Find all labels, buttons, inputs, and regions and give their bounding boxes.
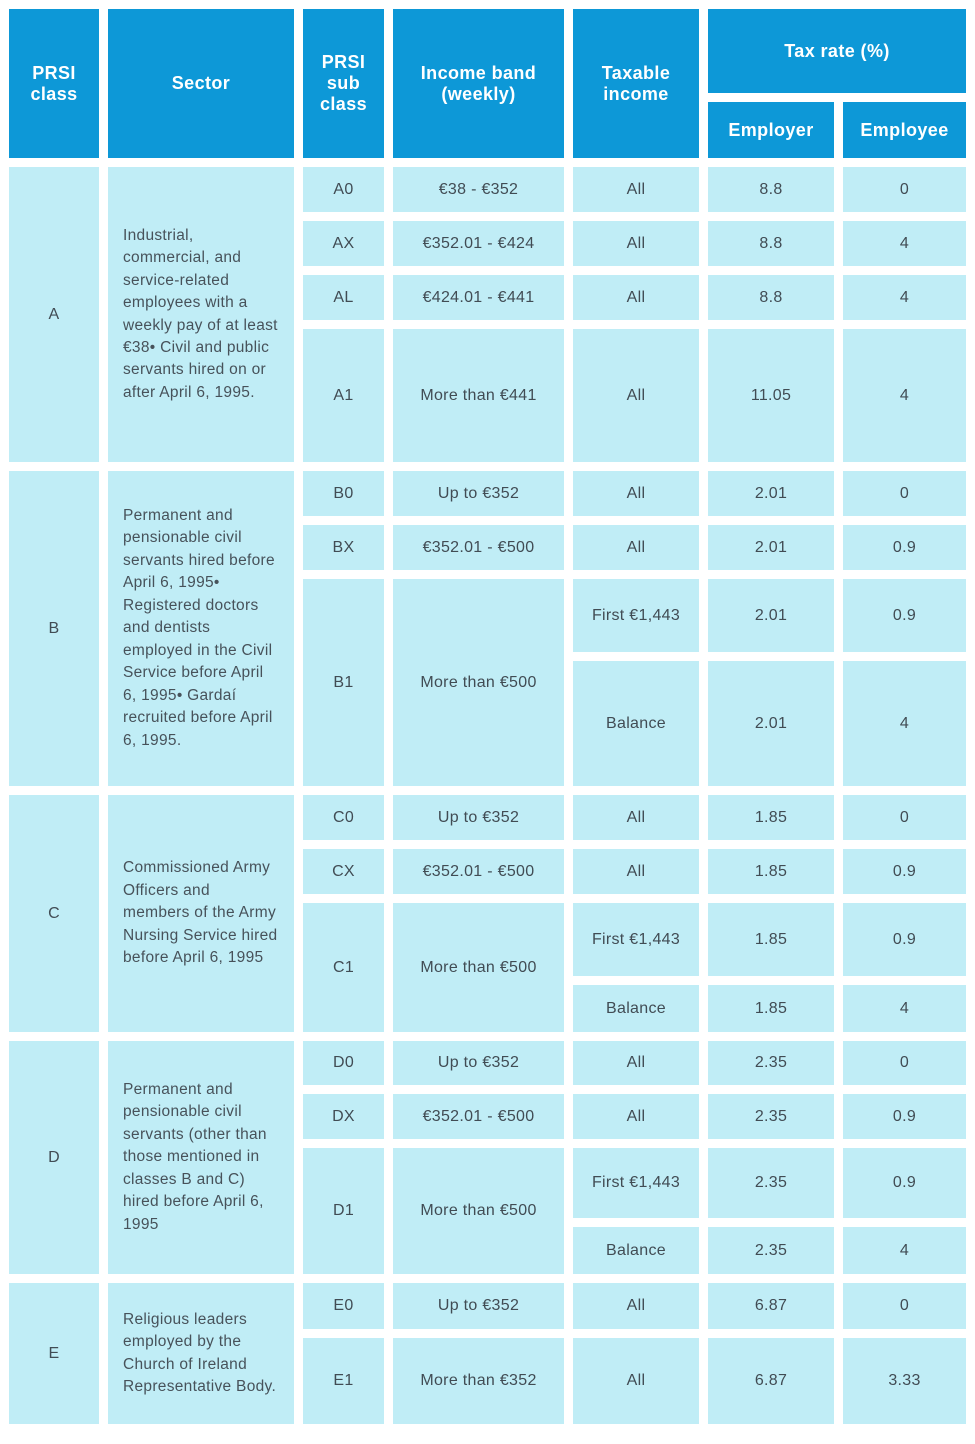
employer-rate-d1-first: 2.35 bbox=[708, 1148, 834, 1218]
employer-rate-c0: 1.85 bbox=[708, 795, 834, 840]
employer-rate-c1-balance: 1.85 bbox=[708, 985, 834, 1032]
employee-rate-b1-balance: 4 bbox=[843, 661, 966, 786]
class-cell-d: D bbox=[9, 1041, 99, 1274]
employer-rate-bx: 2.01 bbox=[708, 525, 834, 570]
employee-rate-c0: 0 bbox=[843, 795, 966, 840]
employee-rate-bx: 0.9 bbox=[843, 525, 966, 570]
employee-rate-d0: 0 bbox=[843, 1041, 966, 1085]
subclass-cell-c1: C1 bbox=[303, 903, 384, 1032]
sector-cell-a: Industrial, commercial, and service-related employees with a weekly pay of at least €38• Civil and public servants hired on or after April 6, 1995. bbox=[108, 167, 294, 462]
subclass-cell-c0: C0 bbox=[303, 795, 384, 840]
col-header-taxable-income: Taxable income bbox=[573, 9, 699, 158]
taxable-cell-c1-balance: Balance bbox=[573, 985, 699, 1032]
employer-rate-d1-balance: 2.35 bbox=[708, 1227, 834, 1274]
taxable-cell-b0: All bbox=[573, 471, 699, 516]
taxable-cell-al: All bbox=[573, 275, 699, 320]
employer-rate-al: 8.8 bbox=[708, 275, 834, 320]
taxable-cell-b1-first: First €1,443 bbox=[573, 579, 699, 652]
employer-rate-ax: 8.8 bbox=[708, 221, 834, 266]
employee-rate-al: 4 bbox=[843, 275, 966, 320]
subclass-cell-b0: B0 bbox=[303, 471, 384, 516]
class-cell-a: A bbox=[9, 167, 99, 462]
employee-rate-b1-first: 0.9 bbox=[843, 579, 966, 652]
employee-rate-e1: 3.33 bbox=[843, 1338, 966, 1424]
band-cell-e0: Up to €352 bbox=[393, 1283, 564, 1329]
sector-cell-e: Religious leaders employed by the Church of Ireland Representative Body. bbox=[108, 1283, 294, 1424]
col-header-sector: Sector bbox=[108, 9, 294, 158]
employer-rate-a0: 8.8 bbox=[708, 167, 834, 212]
employee-rate-a0: 0 bbox=[843, 167, 966, 212]
employee-rate-d1-first: 0.9 bbox=[843, 1148, 966, 1218]
employee-rate-d1-balance: 4 bbox=[843, 1227, 966, 1274]
subclass-cell-dx: DX bbox=[303, 1094, 384, 1139]
taxable-cell-bx: All bbox=[573, 525, 699, 570]
class-cell-c: C bbox=[9, 795, 99, 1032]
band-cell-al: €424.01 - €441 bbox=[393, 275, 564, 320]
band-cell-d0: Up to €352 bbox=[393, 1041, 564, 1085]
employee-rate-ax: 4 bbox=[843, 221, 966, 266]
subclass-cell-b1: B1 bbox=[303, 579, 384, 786]
class-cell-e: E bbox=[9, 1283, 99, 1424]
subclass-cell-e1: E1 bbox=[303, 1338, 384, 1424]
employee-rate-c1-balance: 4 bbox=[843, 985, 966, 1032]
band-cell-a1: More than €441 bbox=[393, 329, 564, 462]
taxable-cell-a0: All bbox=[573, 167, 699, 212]
col-header-prsi-class: PRSI class bbox=[9, 9, 99, 158]
taxable-cell-e1: All bbox=[573, 1338, 699, 1424]
subclass-cell-e0: E0 bbox=[303, 1283, 384, 1329]
taxable-cell-cx: All bbox=[573, 849, 699, 894]
employer-rate-c1-first: 1.85 bbox=[708, 903, 834, 976]
employee-rate-dx: 0.9 bbox=[843, 1094, 966, 1139]
band-cell-e1: More than €352 bbox=[393, 1338, 564, 1424]
col-header-tax-rate: Tax rate (%) bbox=[708, 9, 966, 93]
taxable-cell-c1-first: First €1,443 bbox=[573, 903, 699, 976]
subclass-cell-bx: BX bbox=[303, 525, 384, 570]
employer-rate-e1: 6.87 bbox=[708, 1338, 834, 1424]
band-cell-c0: Up to €352 bbox=[393, 795, 564, 840]
band-cell-c1: More than €500 bbox=[393, 903, 564, 1032]
taxable-cell-a1: All bbox=[573, 329, 699, 462]
taxable-cell-d1-first: First €1,443 bbox=[573, 1148, 699, 1218]
taxable-cell-d1-balance: Balance bbox=[573, 1227, 699, 1274]
taxable-cell-c0: All bbox=[573, 795, 699, 840]
employee-rate-c1-first: 0.9 bbox=[843, 903, 966, 976]
subclass-cell-al: AL bbox=[303, 275, 384, 320]
employer-rate-e0: 6.87 bbox=[708, 1283, 834, 1329]
employer-rate-b1-first: 2.01 bbox=[708, 579, 834, 652]
employee-rate-e0: 0 bbox=[843, 1283, 966, 1329]
employer-rate-a1: 11.05 bbox=[708, 329, 834, 462]
col-header-income-band: Income band (weekly) bbox=[393, 9, 564, 158]
subclass-cell-a1: A1 bbox=[303, 329, 384, 462]
taxable-cell-dx: All bbox=[573, 1094, 699, 1139]
sector-cell-c: Commissioned Army Officers and members of the Army Nursing Service hired before April 6, 1995 bbox=[108, 795, 294, 1032]
band-cell-b0: Up to €352 bbox=[393, 471, 564, 516]
col-header-prsi-sub-class: PRSI sub class bbox=[303, 9, 384, 158]
band-cell-b1: More than €500 bbox=[393, 579, 564, 786]
band-cell-bx: €352.01 - €500 bbox=[393, 525, 564, 570]
band-cell-d1: More than €500 bbox=[393, 1148, 564, 1274]
employer-rate-d0: 2.35 bbox=[708, 1041, 834, 1085]
band-cell-dx: €352.01 - €500 bbox=[393, 1094, 564, 1139]
subclass-cell-ax: AX bbox=[303, 221, 384, 266]
subclass-cell-d0: D0 bbox=[303, 1041, 384, 1085]
employee-rate-b0: 0 bbox=[843, 471, 966, 516]
employee-rate-cx: 0.9 bbox=[843, 849, 966, 894]
subclass-cell-a0: A0 bbox=[303, 167, 384, 212]
taxable-cell-e0: All bbox=[573, 1283, 699, 1329]
sector-cell-b: Permanent and pensionable civil servants hired before April 6, 1995• Registered doctors and dentists employed in the Civil Service before April 6, 1995• Gardaí recruited before April 6, 1995. bbox=[108, 471, 294, 786]
subclass-cell-cx: CX bbox=[303, 849, 384, 894]
col-header-employee: Employee bbox=[843, 102, 966, 158]
employee-rate-a1: 4 bbox=[843, 329, 966, 462]
taxable-cell-b1-balance: Balance bbox=[573, 661, 699, 786]
employer-rate-b0: 2.01 bbox=[708, 471, 834, 516]
class-cell-b: B bbox=[9, 471, 99, 786]
employer-rate-b1-balance: 2.01 bbox=[708, 661, 834, 786]
band-cell-a0: €38 - €352 bbox=[393, 167, 564, 212]
band-cell-ax: €352.01 - €424 bbox=[393, 221, 564, 266]
col-header-employer: Employer bbox=[708, 102, 834, 158]
band-cell-cx: €352.01 - €500 bbox=[393, 849, 564, 894]
subclass-cell-d1: D1 bbox=[303, 1148, 384, 1274]
sector-cell-d: Permanent and pensionable civil servants (other than those mentioned in classes B and C) hired before April 6, 1995 bbox=[108, 1041, 294, 1274]
employer-rate-cx: 1.85 bbox=[708, 849, 834, 894]
taxable-cell-d0: All bbox=[573, 1041, 699, 1085]
employer-rate-dx: 2.35 bbox=[708, 1094, 834, 1139]
taxable-cell-ax: All bbox=[573, 221, 699, 266]
